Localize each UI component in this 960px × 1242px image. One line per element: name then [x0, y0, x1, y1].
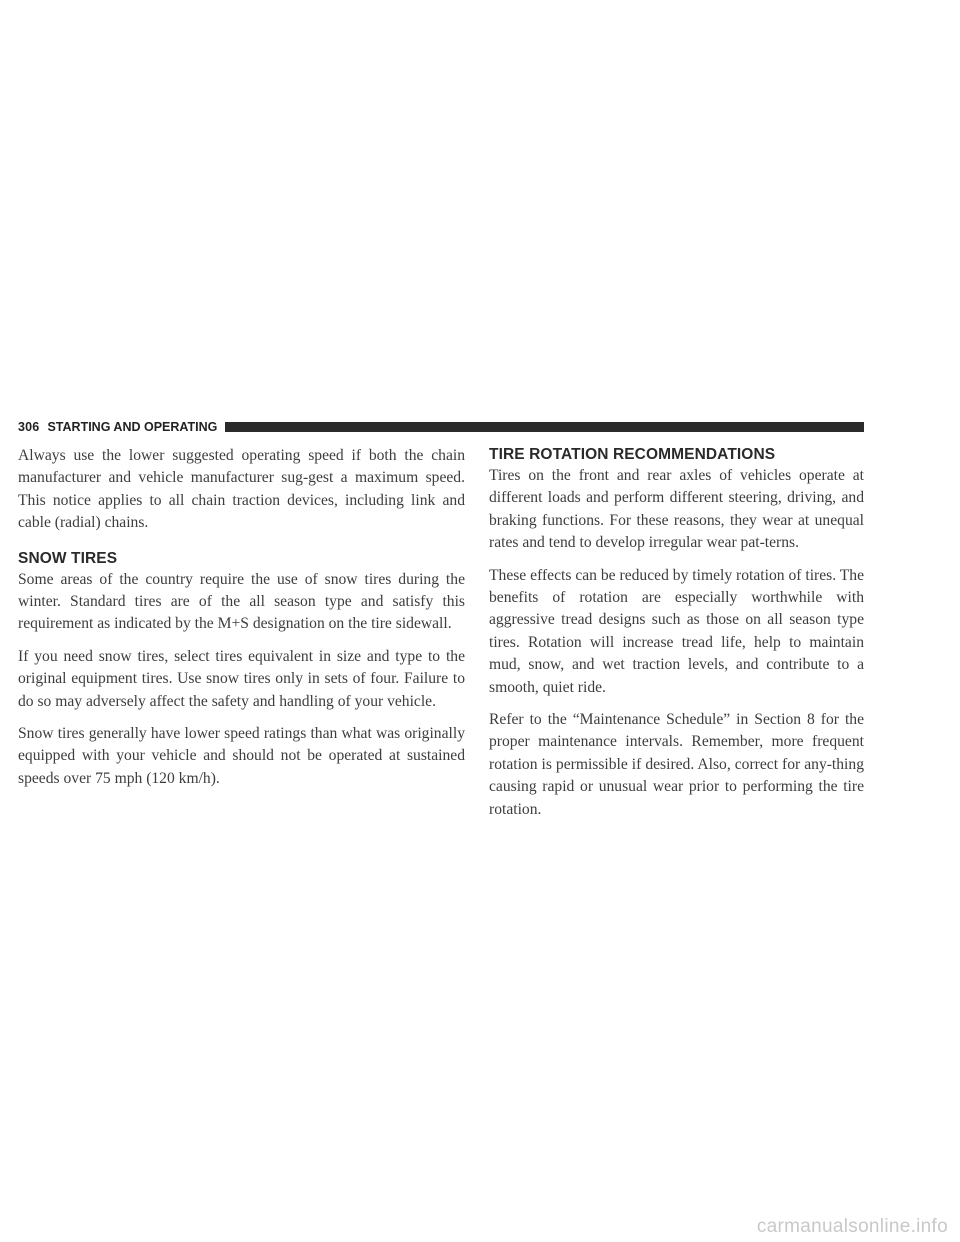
tire-rotation-paragraph: These effects can be reduced by timely rotation of tires. The benefits of rotation are especially worthwhile with aggressive tread designs such as those on all season type tires. Rotation will increase tread life, help to maintain mud, snow, and wet traction levels, and contribute to a smooth, quiet ride.: [489, 566, 864, 696]
header-rule: [225, 422, 864, 432]
tire-rotation-section: [489, 445, 864, 821]
section-title: STARTING AND OPERATING: [47, 420, 218, 434]
tire-rotation-heading: TIRE ROTATION RECOMMENDATIONS: [489, 446, 776, 463]
page-header: [18, 419, 864, 435]
tire-rotation-paragraph: Refer to the “Maintenance Schedule” in Section 8 for the proper maintenance intervals. Remember, more frequent rotation is permissible if desired. Also, correct for any-thing causing rapid or unusual wear prior to performing the tire rotation.: [489, 711, 864, 818]
right-column: [489, 445, 864, 831]
site-watermark: carmanualsonline.info: [756, 1216, 948, 1237]
snow-tires-paragraph: Some areas of the country require the use of snow tires during the winter. Standard tires are of the all season type and satisfy this requirement as indicated by the M+S designation on the tire sidewall.: [18, 570, 465, 633]
snow-tires-heading: SNOW TIRES: [18, 549, 118, 567]
page-number: 306: [18, 420, 40, 434]
snow-tires-paragraph: If you need snow tires, select tires equivalent in size and type to the original equipment tires. Use snow tires only in sets of four. Failure to do so may adversely affect the safety and handling of your vehicle.: [18, 647, 465, 710]
tire-rotation-paragraph: Tires on the front and rear axles of vehicles operate at different loads and perform different steering, driving, and braking functions. For these reasons, they wear at unequal rates and tend to develop irregular wear pat-terns.: [489, 467, 864, 552]
chain-speed-paragraph: Always use the lower suggested operating speed if both the chain manufacturer and vehicle manufacturer sug-gest a maximum speed. This notice applies to all chain traction devices, including link and cable (radial) chains.: [18, 447, 465, 532]
snow-tires-section: [18, 549, 465, 791]
snow-tires-paragraph: Snow tires generally have lower speed ratings than what was originally equipped with your vehicle and should not be operated at sustained speeds over 75 mph (120 km/h).: [18, 725, 465, 787]
left-column: [18, 445, 465, 800]
